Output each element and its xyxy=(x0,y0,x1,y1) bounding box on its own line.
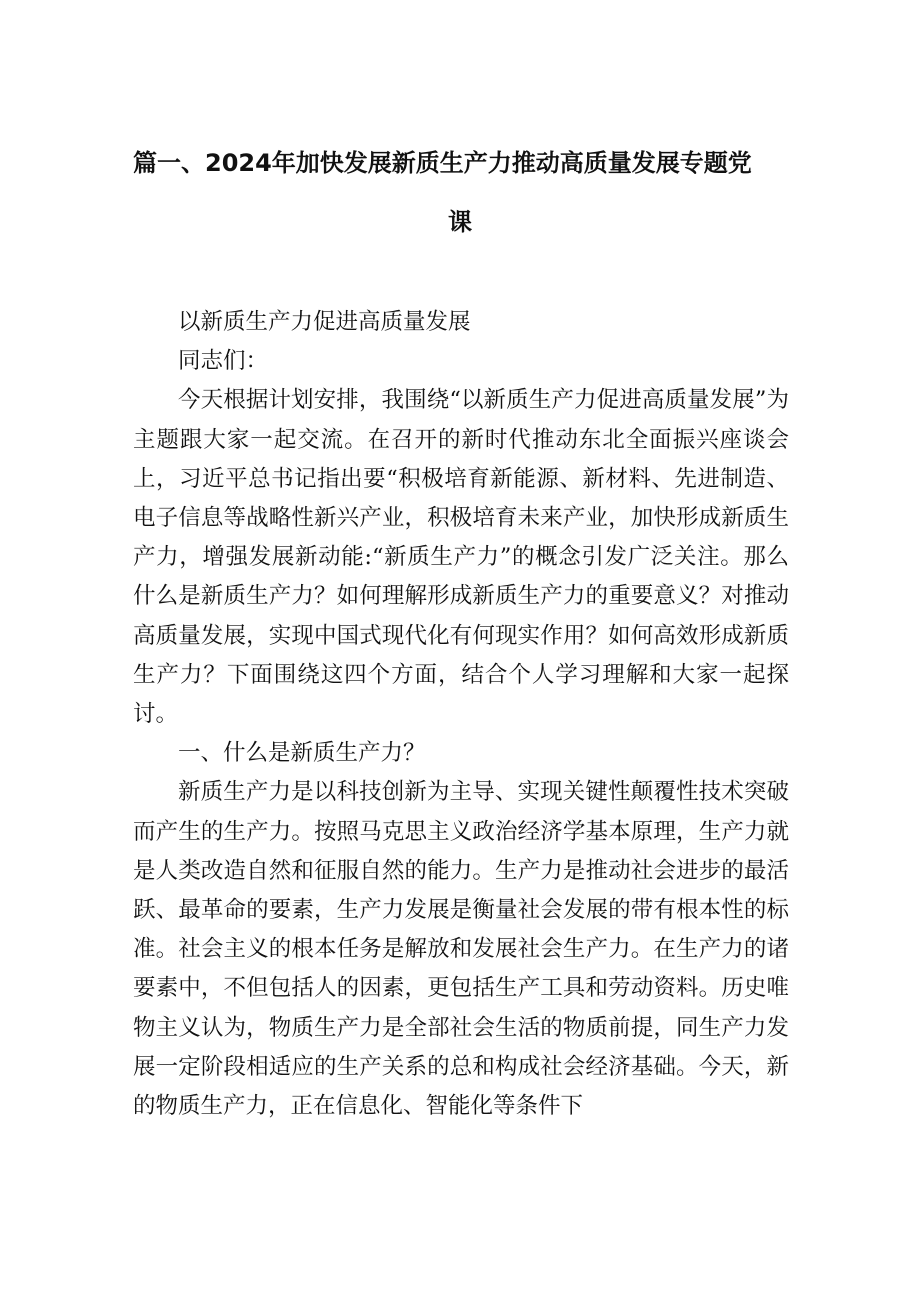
speech-subtitle: 以新质生产力促进高质量发展 xyxy=(178,309,471,335)
section-1-paragraph: 新质生产力是以科技创新为主导、实现关键性颠覆性技术突破而产生的生产力。按照马克思主义政治经济学基本原理，生产力就是人类改造自然和征服自然的能力。生产力是推动社会进步的最活跃、最革命的要素，生产力发展是衡量社会发展的带有根本性的标准。社会主义的根本任务是解放和发展社会生产力。在生产力的诸要素中，不但包括人的因素，更包括生产工具和劳动资料。历史唯物主义认为，物质生产力是全部社会生活的物质前提，同生产力发展一定阶段相适应的生产关系的总和构成社会经济基础。今天，新的物质生产力，正在信息化、智能化等条件下 xyxy=(133,779,789,1120)
document-title-continuation: 课 xyxy=(448,208,472,236)
section-heading-1: 一、什么是新质生产力？ xyxy=(178,740,426,767)
document-body xyxy=(133,303,789,1126)
document-title: 篇一、2024年加快发展新质生产力推动高质量发展专题党 xyxy=(133,149,752,177)
intro-paragraph: 今天根据计划安排，我围绕“以新质生产力促进高质量发展”为主题跟大家一起交流。在召开的新时代推动东北全面振兴座谈会上，习近平总书记指出要“积极培育新能源、新材料、先进制造、电子信息等战略性新兴产业，积极培育未来产业，加快形成新质生产力，增强发展新动能:“新质生产力”的概念引发广泛关注。那么什么是新质生产力？如何理解形成新质生产力的重要意义？对推动高质量发展，实现中国式现代化有何现实作用？如何高效形成新质生产力？下面围绕这四个方面，结合个人学习理解和大家一起探讨。 xyxy=(133,387,789,728)
salutation: 同志们： xyxy=(178,348,269,375)
